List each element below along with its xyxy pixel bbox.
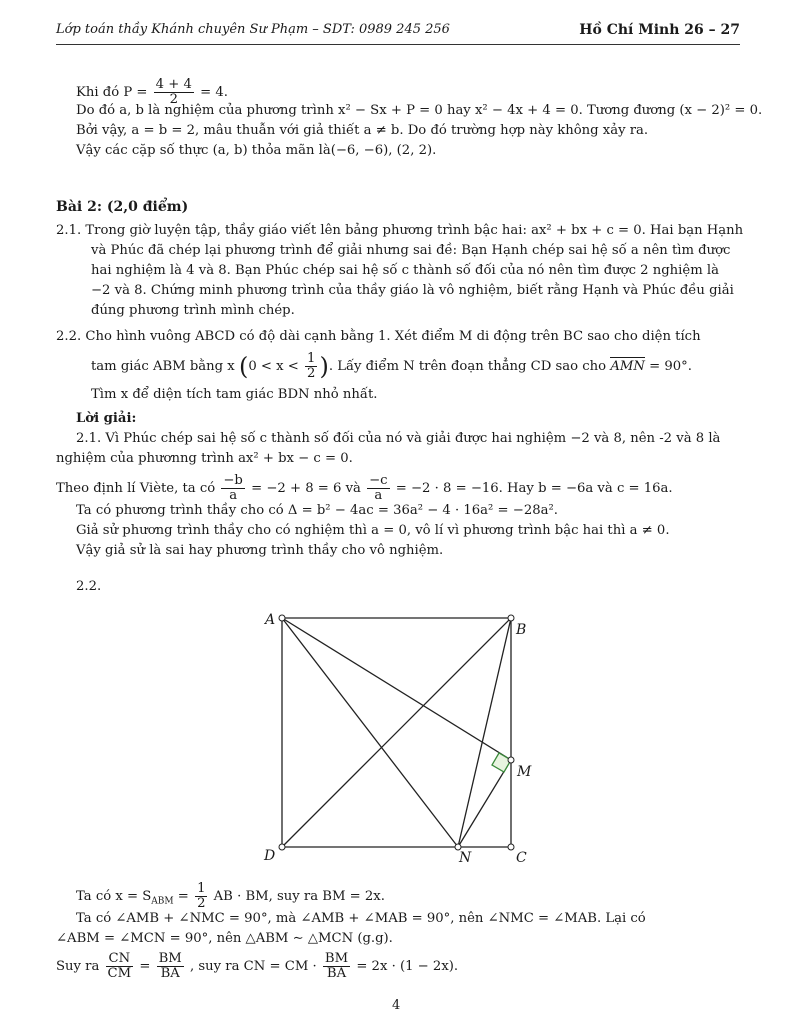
text-line: hai nghiệm là 4 và 8. Bạn Phúc chép sai hệ số c thành số đối của nó nên tìm được 2 nghiệm là [91,263,719,278]
text-line: Ta có ∠AMB + ∠NMC = 90°, mà ∠AMB + ∠MAB = 90°, nên ∠NMC = ∠MAB. Lại có [76,911,646,926]
page-number: 4 [392,998,401,1013]
point-m [508,757,514,763]
segment-bd [282,618,511,847]
text-line: Ta có $x = S_{ABM}$ = $\frac{1}{2}$ AB · BM, suy ra BM = 2x. [76,881,385,911]
segment-am [282,618,511,760]
text-line: Theo định lí Viète, ta có $\frac{-b}{a}$ = −2 + 8 = 6 và $\frac{-c}{a}$ = −2 · 8 = −16. Hay b = −6a và c = 16a. [56,473,673,503]
point-a [279,615,285,621]
text-line: 2.1. Trong giờ luyện tập, thầy giáo viết lên bảng phương trình bậc hai: ax² + bx + c = 0. Hai bạn Hạnh [56,223,744,238]
text-line: Bởi vậy, a = b = 2, mâu thuẫn với giả thiết a ≠ b. Do đó trường hợp này không xảy ra. [76,123,649,138]
text-line: nghiệm của phươnng trình ax² + bx − c = 0. [56,451,353,466]
label-d: D [264,848,276,864]
text-line: đúng phương trình mình chép. [91,303,295,318]
text-line: và Phúc đã chép lại phương trình để giải nhưng sai đề: Bạn Hạnh chép sai hệ số a nên tìm được [91,243,731,258]
text-line: Giả sử phương trình thầy cho có nghiệm thì a = 0, vô lí vì phương trình bậc hai thì a ≠ 0. [76,523,670,538]
label-c: C [516,850,527,866]
text-line: Khi đó P = $\frac{4 + 4}{2}$ = 4. [76,77,228,107]
text-line: ∠ABM = ∠MCN = 90°, nên △ABM ∼ △MCN (g.g). [56,931,393,946]
text-line: 2.1. Vì Phúc chép sai hệ số c thành số đối của nó và giải được hai nghiệm −2 và 8, nên -2 và 8 là [76,431,721,446]
header-right: Hồ Chí Minh 26 – 27 [579,22,740,38]
text-line: 2.2. [76,579,102,594]
text-line: Vậy các cặp số thực (a, b) thỏa mãn là(−6, −6), (2, 2). [76,143,437,158]
text-line: 2.2. Cho hình vuông ABCD có độ dài cạnh bằng 1. Xét điểm M di động trên BC sao cho diện tích [56,329,701,344]
label-n: N [459,850,472,866]
point-d [279,844,285,850]
text-line: Vậy giả sử là sai hay phương trình thầy cho vô nghiệm. [76,543,444,558]
text-line: Tìm x để diện tích tam giác BDN nhỏ nhất. [91,387,378,402]
point-c [508,844,514,850]
label-b: B [516,622,527,638]
segment-an [282,618,458,847]
label-m: M [517,764,532,780]
text-line: tam giác ABM bằng x (0 < x < $\frac{1}{2}$ ). Lấy điểm N trên đoạn thẳng CD sao cho AMN = 90°. [91,351,692,381]
header-left: Lớp toán thầy Khánh chuyên Sư Phạm – SDT: 0989 245 256 [56,22,450,37]
text-line: Do đó a, b là nghiệm của phương trình x² − Sx + P = 0 hay x² − 4x + 4 = 0. Tương đương (x − 2)² = 0. [76,103,763,118]
segment-mn [458,760,511,847]
text-line: Ta có phương trình thầy cho có Δ = b² − 4ac = 36a² − 4 · 16a² = −28a². [76,503,558,518]
text-line: −2 và 8. Chứng minh phương trình của thầy giáo là vô nghiệm, biết rằng Hạnh và Phúc đều giải [91,283,734,298]
point-b [508,615,514,621]
section-title: Bài 2: (2,0 điểm) [56,199,189,215]
solution-title: Lời giải: [76,411,137,426]
text-line: Suy ra $\frac{CN}{CM}$ = $\frac{BM}{BA}$ , suy ra CN = CM · $\frac{BM}{BA}$ = 2x · (1 − 2x). [56,951,459,981]
label-a: A [265,612,276,628]
right-angle-marker [492,753,511,772]
